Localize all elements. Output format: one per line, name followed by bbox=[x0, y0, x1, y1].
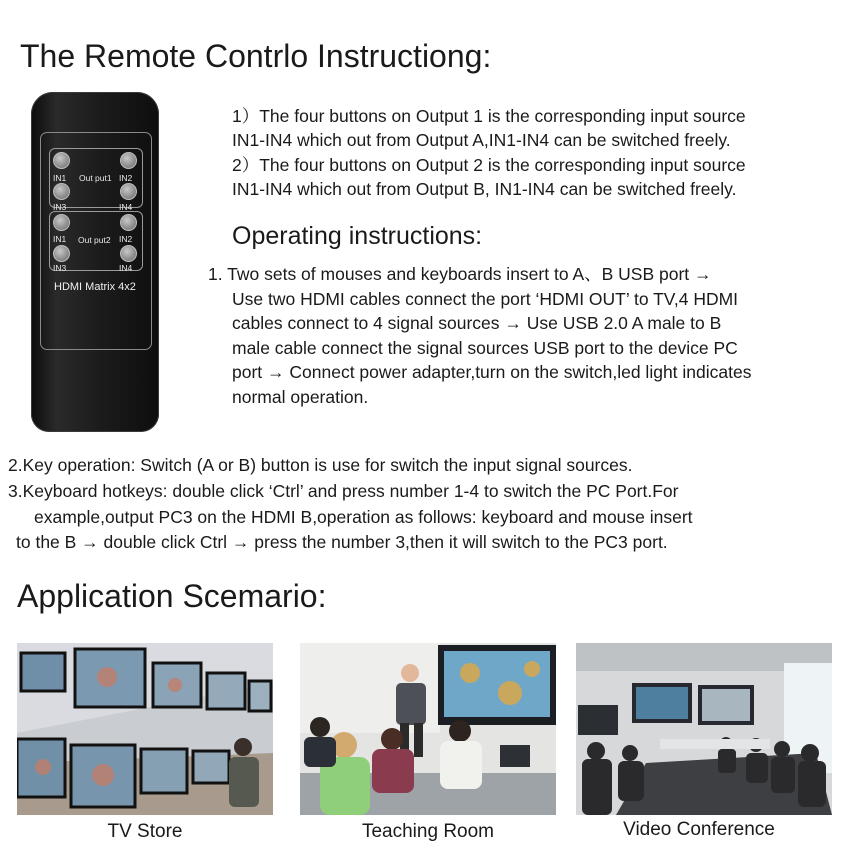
teaching-room-photo bbox=[300, 643, 556, 815]
hotkey-line: to the B → double click Ctrl → press the number 3,then it will switch to the PC3 port. bbox=[16, 532, 668, 552]
application-section-title: Application Scemario: bbox=[17, 578, 327, 614]
operating-instructions-title: Operating instructions: bbox=[232, 222, 483, 250]
remote-instruction-line: 2）The four buttons on Output 2 is the corresponding input source bbox=[232, 155, 746, 175]
tv-store-photo bbox=[17, 643, 273, 815]
remote-button-out1-in3 bbox=[53, 183, 70, 200]
operating-instruction-line: 1. Two sets of mouses and keyboards insert to A、B USB port → bbox=[208, 264, 712, 284]
key-operation-text: 2.Key operation: Switch (A or B) button is use for switch the input signal sources. bbox=[8, 455, 633, 475]
remote-label: IN2 bbox=[119, 173, 133, 183]
operating-instruction-line: normal operation. bbox=[232, 387, 369, 407]
hotkey-line: example,output PC3 on the HDMI B,operation as follows: keyboard and mouse insert bbox=[34, 507, 693, 527]
output1-label: Out put1 bbox=[79, 173, 112, 183]
remote-label: IN1 bbox=[53, 234, 67, 244]
remote-model-label: HDMI Matrix 4x2 bbox=[54, 281, 136, 293]
remote-button-out1-in4 bbox=[120, 183, 137, 200]
remote-label: IN4 bbox=[119, 202, 133, 212]
remote-button-out2-in2 bbox=[120, 214, 137, 231]
operating-instruction-line: male cable connect the signal sources USB port to the device PC bbox=[232, 338, 738, 358]
remote-label: IN3 bbox=[53, 263, 67, 273]
remote-section-title: The Remote Contrlo Instructiong: bbox=[20, 38, 492, 74]
remote-label: IN4 bbox=[119, 263, 133, 273]
remote-button-out2-in4 bbox=[120, 245, 137, 262]
remote-label: IN2 bbox=[119, 234, 133, 244]
remote-label: IN3 bbox=[53, 202, 67, 212]
remote-instruction-line: IN1-IN4 which out from Output A,IN1-IN4 can be switched freely. bbox=[232, 130, 731, 150]
operating-instruction-line: port → Connect power adapter,turn on the switch,led light indicates bbox=[232, 362, 752, 382]
remote-button-out2-in1 bbox=[53, 214, 70, 231]
hotkey-line: 3.Keyboard hotkeys: double click ‘Ctrl’ and press number 1-4 to switch the PC Port.For bbox=[8, 481, 679, 501]
remote-button-out2-in3 bbox=[53, 245, 70, 262]
remote-instruction-line: IN1-IN4 which out from Output B, IN1-IN4 can be switched freely. bbox=[232, 179, 737, 199]
output2-label: Out put2 bbox=[78, 235, 111, 245]
remote-instruction-line: 1）The four buttons on Output 1 is the corresponding input source bbox=[232, 106, 746, 126]
scenario-caption: Teaching Room bbox=[361, 821, 495, 842]
operating-instruction-line: cables connect to 4 signal sources → Use USB 2.0 A male to B bbox=[232, 313, 722, 333]
remote-button-out1-in1 bbox=[53, 152, 70, 169]
remote-button-out1-in2 bbox=[120, 152, 137, 169]
video-conference-photo bbox=[576, 643, 832, 815]
operating-instruction-line: Use two HDMI cables connect the port ‘HDMI OUT’ to TV,4 HDMI bbox=[232, 289, 739, 309]
remote-label: IN1 bbox=[53, 173, 67, 183]
scenario-caption: Video Conference bbox=[623, 819, 775, 840]
scenario-caption: TV Store bbox=[107, 821, 183, 842]
